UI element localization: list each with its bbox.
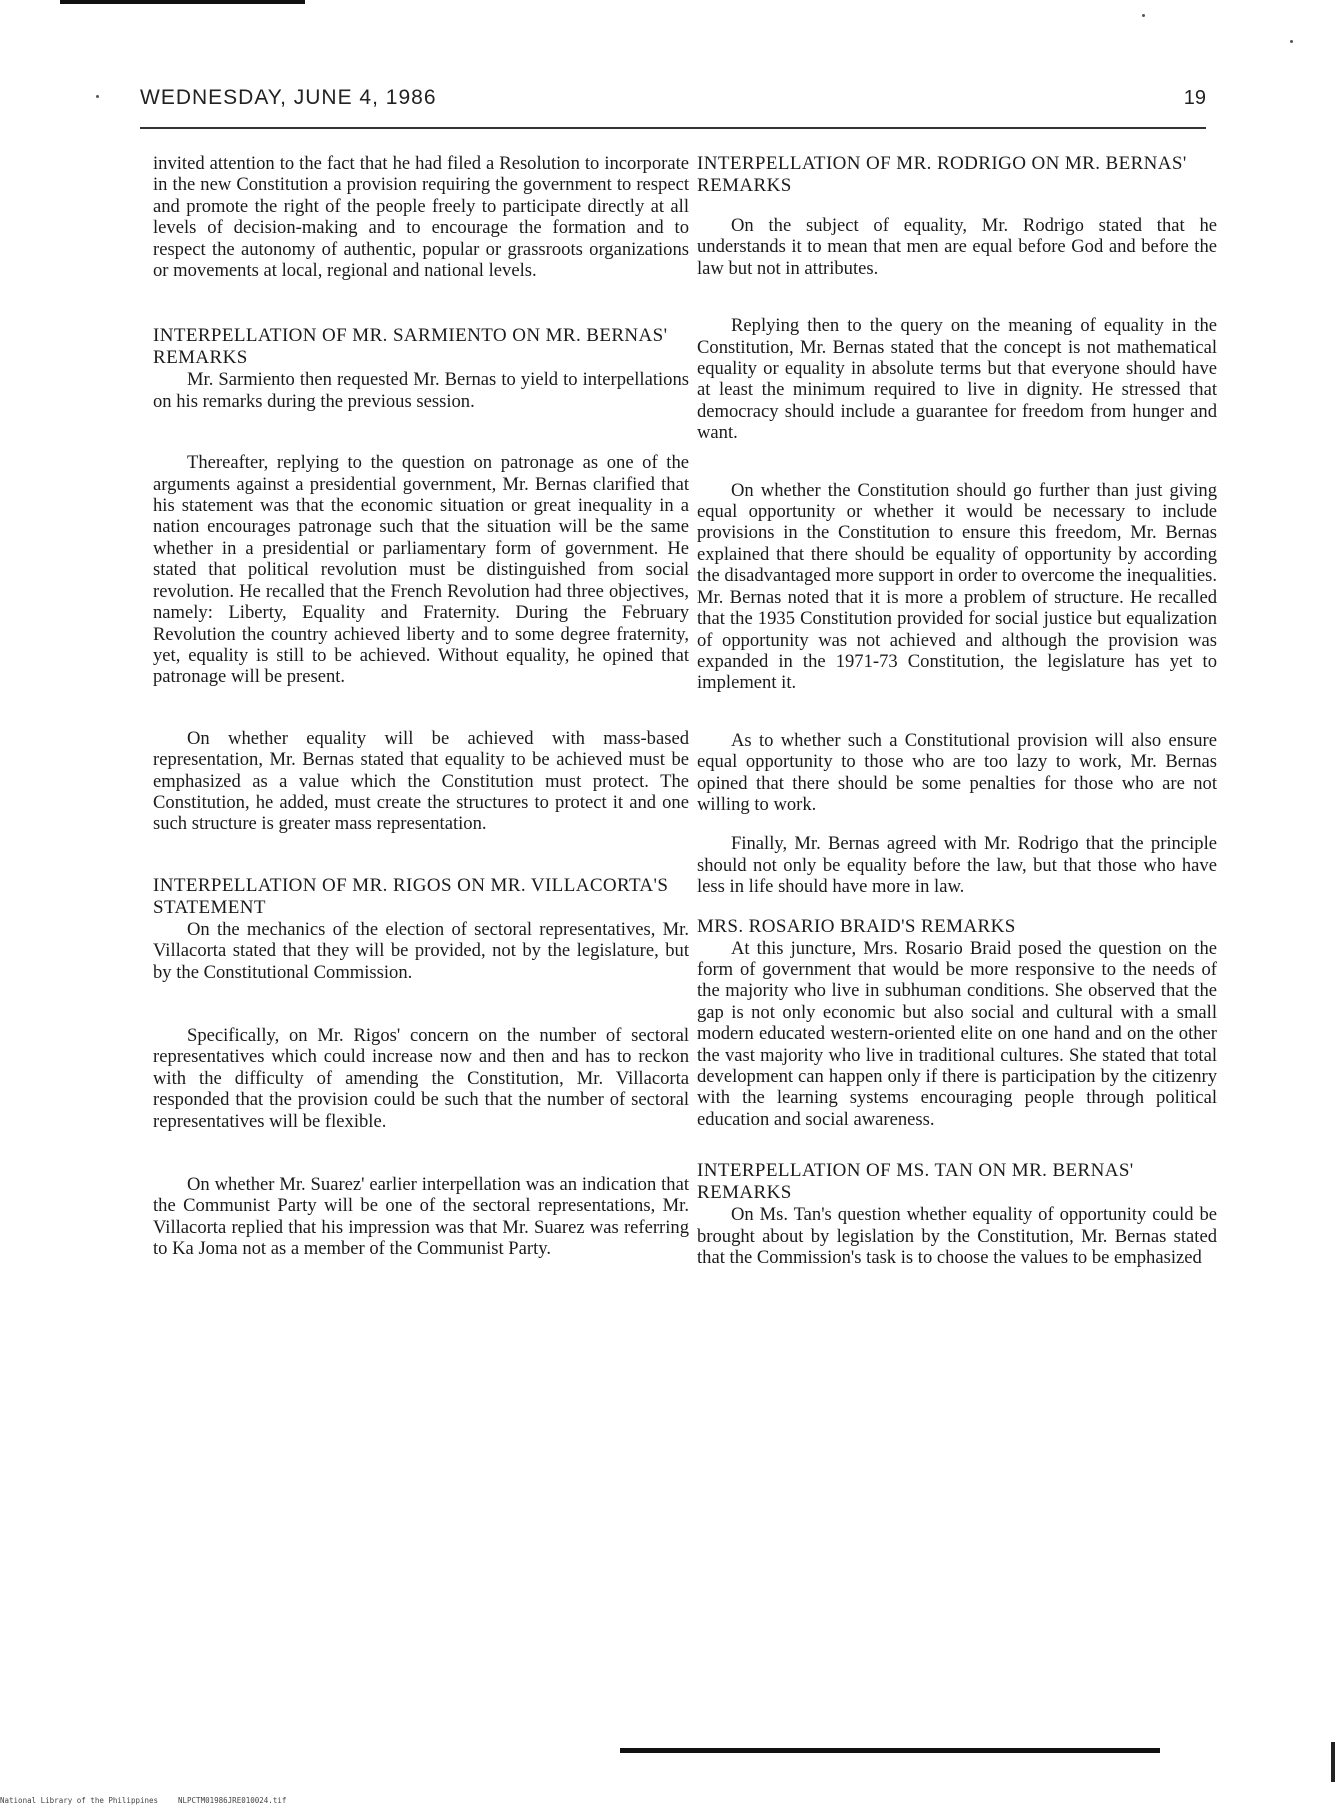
body-paragraph: On whether equality will be achieved with mass-based representation, Mr. Bernas stated that equality to be achieved must be emphasized as a value which the Constitution must protect. The Constitution, he added, must create the structures to protect it and one such structure is greater mass representation. xyxy=(153,727,689,835)
section-heading: INTERPELLATION OF MR. SARMIENTO ON MR. BERNAS' REMARKS xyxy=(153,325,668,369)
section-heading: INTERPELLATION OF MR. RIGOS ON MR. VILLACORTA'S STATEMENT xyxy=(153,874,669,918)
body-paragraph: Specifically, on Mr. Rigos' concern on the number of sectoral representatives which could increase now and then and has to reckon with the difficulty of amending the Constitution, Mr. Villacorta responded that the provision could be such that the number of sectoral representatives will be flexible. xyxy=(153,1024,689,1132)
body-paragraph: Finally, Mr. Bernas agreed with Mr. Rodrigo that the principle should not only be equality before the law, but that those who have less in life should have more in law. xyxy=(697,833,1217,898)
body-paragraph: At this juncture, Mrs. Rosario Braid posed the question on the form of government that would be more responsive to the needs of the majority who live in subhuman conditions. She observed that the gap is not only economic but also social and cultural with a small modern educated western-oriented elite on one hand and on the other the vast majority who live in traditional cultures. She stated that total development can happen only if there is participation by the citizenry with the learning systems encouraging people through political education and social awareness. xyxy=(697,937,1217,1130)
section-heading: MRS. ROSARIO BRAID'S REMARKS xyxy=(697,915,1016,937)
body-paragraph: As to whether such a Constitutional provision will also ensure equal opportunity to those who are too lazy to work, Mr. Bernas opined that there should be some penalties for those who are not willing to work. xyxy=(697,729,1217,815)
scan-speck xyxy=(1290,40,1293,43)
scan-footer xyxy=(0,1796,700,1808)
header-rule xyxy=(140,127,1206,129)
body-paragraph: On the subject of equality, Mr. Rodrigo stated that he understands it to mean that men are equal before God and before the law but not in attributes. xyxy=(697,215,1217,279)
footer-library-name: National Library of the Philippines xyxy=(0,1796,159,1805)
page-number: 19 xyxy=(1183,87,1206,109)
body-paragraph: On the mechanics of the election of sectoral representatives, Mr. Villacorta stated that they will be provided, not by the legislature, but by the Constitutional Commission. xyxy=(153,918,689,983)
body-paragraph: On whether Mr. Suarez' earlier interpellation was an indication that the Communist Party will be one of the sectoral representations, Mr. Villacorta replied that his impression was that Mr. Suarez was referring to Ka Joma not as a member of the Communist Party. xyxy=(153,1174,689,1260)
section-heading: INTERPELLATION OF MR. RODRIGO ON MR. BERNAS' REMARKS xyxy=(697,153,1187,196)
footer-filename: NLPCTM01986JRE010024.tif xyxy=(178,1796,287,1805)
section-heading: INTERPELLATION OF MS. TAN ON MR. BERNAS' REMARKS xyxy=(697,1160,1134,1204)
body-paragraph: Replying then to the query on the meaning of equality in the Constitution, Mr. Bernas stated that the concept is not mathematical equality or equality in absolute terms but that everyone should have at least the minimum required to live in dignity. He stressed that democracy should include a guarantee for freedom from hunger and want. xyxy=(697,315,1217,444)
scan-edge-mark xyxy=(1331,1742,1335,1782)
header-date: WEDNESDAY, JUNE 4, 1986 xyxy=(140,86,437,109)
right-column xyxy=(697,153,1217,1268)
bottom-edge-rule xyxy=(620,1748,1160,1753)
body-paragraph: invited attention to the fact that he had filed a Resolution to incorporate in the new Constitution a provision requiring the government to respect and promote the right of the people freely to participate directly at all levels of decision-making and to encourage the formation and to respect the autonomy of authentic, popular or grassroots organizations or movements at local, regional and national levels. xyxy=(153,153,689,282)
scan-speck xyxy=(1142,14,1145,17)
body-paragraph: On Ms. Tan's question whether equality of opportunity could be brought about by legislation by the Constitution, Mr. Bernas stated that the Commission's task is to choose the values to be emphasized xyxy=(697,1204,1217,1269)
body-paragraph: On whether the Constitution should go further than just giving equal opportunity or whether it would be necessary to include provisions in the Constitution to ensure this freedom, Mr. Bernas explained that there should be equality of opportunity by according the disadvantaged more support in order to overcome the inequalities. Mr. Bernas noted that it is more a problem of structure. He recalled that the 1935 Constitution provided for social justice but equalization of opportunity was not achieved and although the provision was expanded in the 1971-73 Constitution, the legislature has yet to implement it. xyxy=(697,479,1217,694)
left-column xyxy=(153,153,689,1260)
body-paragraph: Mr. Sarmiento then requested Mr. Bernas to yield to interpellations on his remarks during the previous session. xyxy=(153,369,689,412)
scan-speck xyxy=(96,95,99,98)
top-edge-rule xyxy=(60,0,305,4)
body-paragraph: Thereafter, replying to the question on patronage as one of the arguments against a presidential government, Mr. Bernas clarified that his statement was that the economic situation or great inequality in a nation encourages patronage such that the situation will be the same whether in a presidential or parliamentary form of government. He stated that political revolution must be distinguished from social revolution. He recalled that the French Revolution had three objectives, namely: Liberty, Equality and Fraternity. During the February Revolution the country achieved liberty and to some degree fraternity, yet, equality is still to be achieved. Without equality, he opined that patronage will be present. xyxy=(153,452,689,688)
